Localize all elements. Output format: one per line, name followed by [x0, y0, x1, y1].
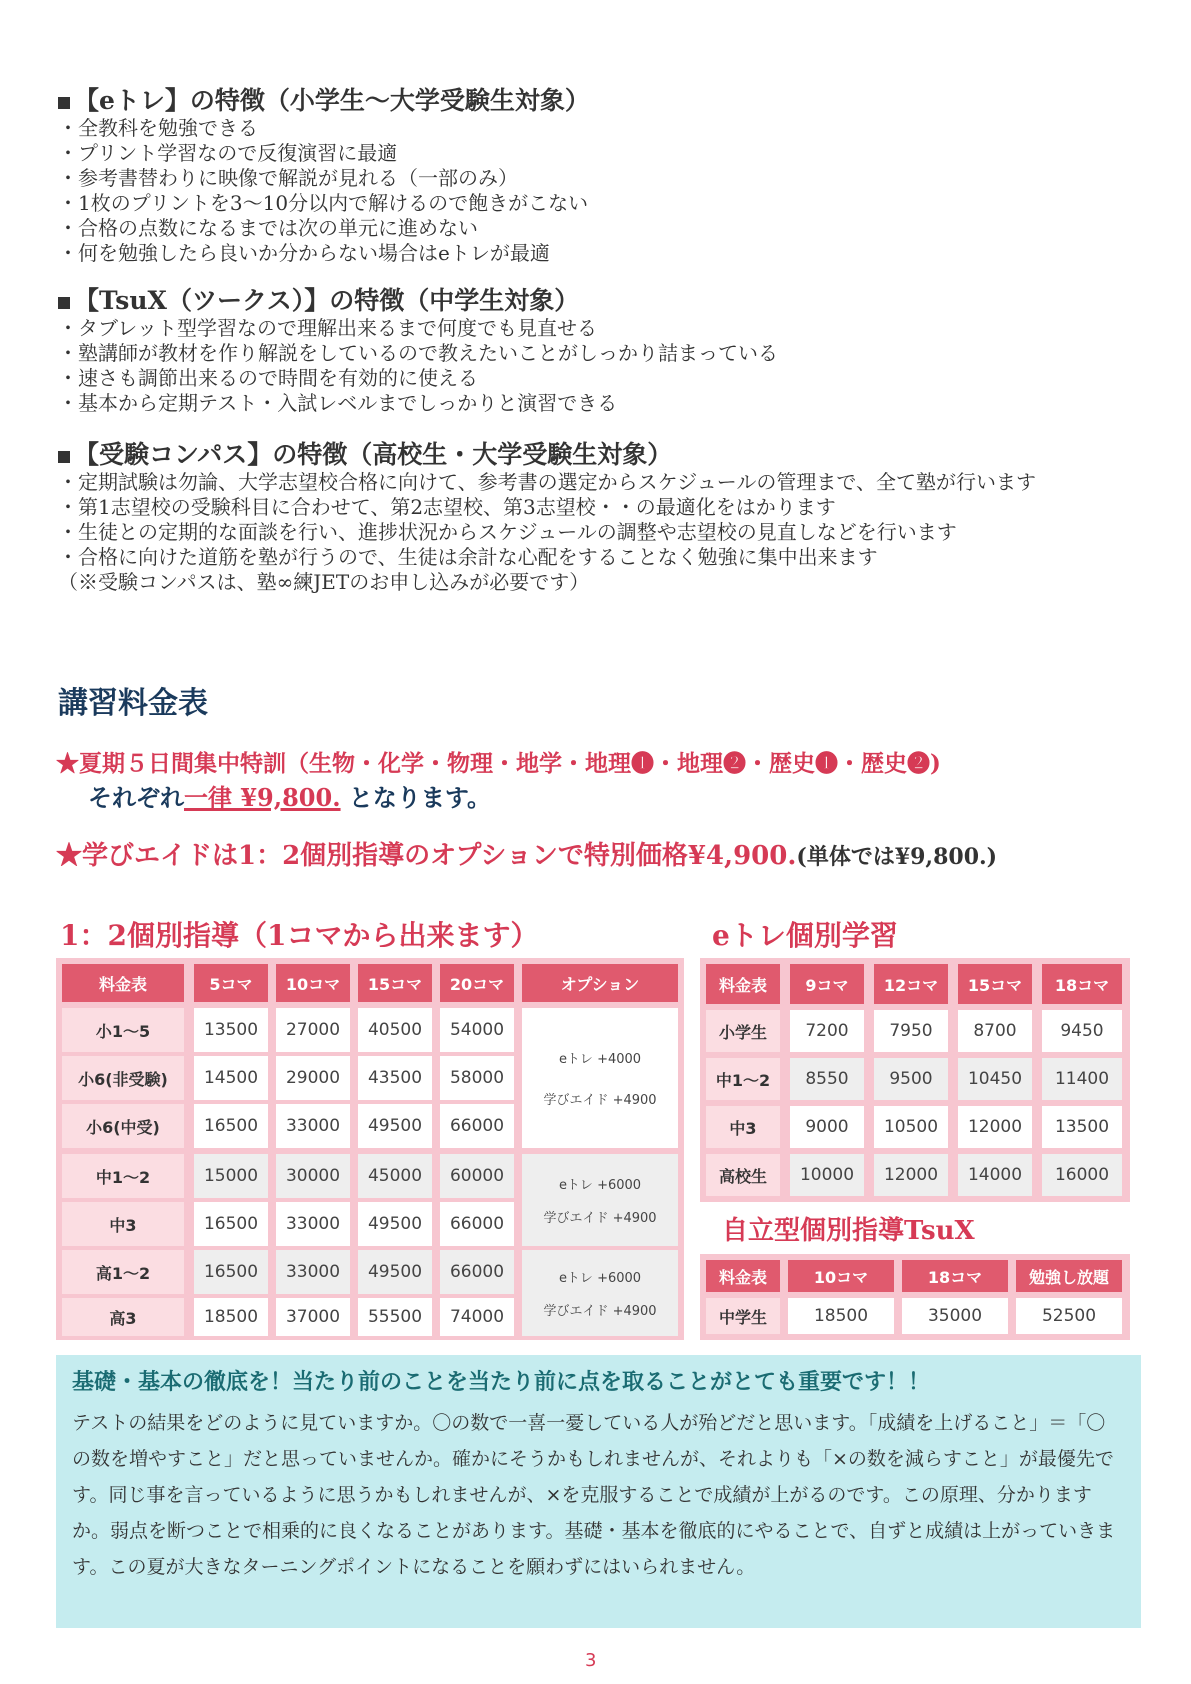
option-cell: eトレ +4000 学びエイド +4900: [522, 1008, 678, 1148]
feature-item: ・速さも調節出来るので時間を有効的に使える: [58, 366, 478, 390]
price-cell: 10500: [874, 1106, 948, 1148]
table-header: 料金表: [62, 964, 184, 1002]
square-bullet-icon: [58, 297, 70, 309]
table-header: 10コマ: [276, 964, 350, 1002]
price-cell: 54000: [440, 1008, 514, 1052]
summer-price-line: それぞれ一律 ¥9,800. となります。: [88, 783, 491, 812]
feature-item: ・タブレット型学習なので理解出来るまで何度でも見直せる: [58, 316, 597, 340]
table-header: 10コマ: [788, 1260, 894, 1292]
price-cell: 10000: [790, 1154, 864, 1196]
price-cell: 12000: [874, 1154, 948, 1196]
feature-item: ・合格の点数になるまでは次の単元に進めない: [58, 216, 478, 240]
square-bullet-icon: [58, 97, 70, 109]
page-number: 3: [585, 1650, 597, 1671]
feature-item: ・生徒との定期的な面談を行い、進捗状況からスケジュールの調整や志望校の見直しなどを行います: [58, 520, 957, 544]
row-label: 小学生: [706, 1010, 780, 1052]
price-cell: 27000: [276, 1008, 350, 1052]
price-cell: 8700: [958, 1010, 1032, 1052]
table2: [700, 958, 1130, 1202]
price-cell: 40500: [358, 1008, 432, 1052]
table-header: 5コマ: [194, 964, 268, 1002]
price-cell: 66000: [440, 1202, 514, 1246]
row-label: 小1〜5: [62, 1008, 184, 1052]
price-cell: 7950: [874, 1010, 948, 1052]
table-header: 料金表: [706, 1260, 780, 1292]
table-header: 9コマ: [790, 964, 864, 1004]
price-cell: 16000: [1042, 1154, 1122, 1196]
price-cell: 55500: [358, 1298, 432, 1336]
price-cell: 33000: [276, 1250, 350, 1294]
table1-title: 1：2個別指導（1コマから出来ます）: [60, 919, 539, 952]
row-label: 高3: [62, 1298, 184, 1336]
price-cell: 66000: [440, 1104, 514, 1148]
price-cell: 13500: [194, 1008, 268, 1052]
price-cell: 14500: [194, 1056, 268, 1100]
table-header: 18コマ: [1042, 964, 1122, 1004]
price-cell: 8550: [790, 1058, 864, 1100]
price-cell: 13500: [1042, 1106, 1122, 1148]
price-cell: 14000: [958, 1154, 1032, 1196]
table-header: 勉強し放題: [1016, 1260, 1122, 1292]
notice-body: テストの結果をどのように見ていますか。〇の数で一喜一憂している人が殆どだと思います。「成績を上げること」＝「〇の数を増やすこと」だと思っていませんか。確かにそうかもしれませんが、それよりも「×の数を減らすこと」が最優先です。同じ事を言っているように思うかもしれませんが、×を克服することで成績が上がるのです。この原理、分かりますか。弱点を断つことで相乗的に良くなることがあります。基礎・基本を徹底的にやることで、自ずと成績は上がっていきます。この夏が大きなターニングポイントになることを願わずにはいられません。: [72, 1412, 1116, 1578]
price-cell: 33000: [276, 1202, 350, 1246]
price-cell: 33000: [276, 1104, 350, 1148]
price-cell: 16500: [194, 1202, 268, 1246]
feature-item: ・合格に向けた道筋を塾が行うので、生徒は余計な心配をすることなく勉強に集中出来ます: [58, 545, 878, 569]
price-cell: 29000: [276, 1056, 350, 1100]
square-bullet-icon: [58, 451, 70, 463]
option-cell: eトレ +6000 学びエイド +4900: [522, 1250, 678, 1336]
tsux-features: [58, 286, 1138, 416]
table-header: 20コマ: [440, 964, 514, 1002]
feature-item: ・基本から定期テスト・入試レベルまでしっかりと演習できる: [58, 391, 618, 415]
price-cell: 9450: [1042, 1010, 1122, 1052]
price-cell: 49500: [358, 1202, 432, 1246]
section-heading: 【受験コンパス】の特徴（高校生・大学受験生対象）: [58, 440, 1138, 470]
feature-item: ・1枚のプリントを3〜10分以内で解けるので飽きがこない: [58, 191, 589, 215]
summer-line: ★夏期５日間集中特訓（生物・化学・物理・地学・地理❶・地理❷・歴史❶・歴史❷): [56, 750, 941, 777]
price-cell: 58000: [440, 1056, 514, 1100]
feature-item: ・塾講師が教材を作り解説をしているので教えたいことがしっかり詰まっている: [58, 341, 778, 365]
table2-title: eトレ個別学習: [712, 919, 898, 952]
feature-item: （※受験コンパスは、塾∞練JETのお申し込みが必要です）: [58, 570, 590, 594]
price-cell: 66000: [440, 1250, 514, 1294]
price-cell: 74000: [440, 1298, 514, 1336]
price-cell: 37000: [276, 1298, 350, 1336]
row-label: 中1〜2: [62, 1154, 184, 1198]
table-header: 15コマ: [358, 964, 432, 1002]
feature-item: ・何を勉強したら良いか分からない場合はeトレが最適: [58, 241, 550, 265]
etore-features: [58, 86, 1138, 266]
price-cell: 30000: [276, 1154, 350, 1198]
price-cell: 18500: [194, 1298, 268, 1336]
feature-item: ・定期試験は勿論、大学志望校合格に向けて、参考書の選定からスケジュールの管理まで、全て塾が行います: [58, 470, 1036, 494]
row-label: 中3: [62, 1202, 184, 1246]
price-cell: 18500: [788, 1298, 894, 1334]
price-cell: 9500: [874, 1058, 948, 1100]
table-header: 18コマ: [902, 1260, 1008, 1292]
feature-item: ・プリント学習なので反復演習に最適: [58, 141, 398, 165]
row-label: 高1〜2: [62, 1250, 184, 1294]
table1: [56, 958, 684, 1340]
price-cell: 16500: [194, 1250, 268, 1294]
price-cell: 15000: [194, 1154, 268, 1198]
price-cell: 16500: [194, 1104, 268, 1148]
manabi-line: ★学びエイドは1：2個別指導のオプションで特別価格¥4,900.(単体では¥9,800.): [56, 841, 998, 871]
row-label: 小6(非受験): [62, 1056, 184, 1100]
price-cell: 49500: [358, 1104, 432, 1148]
notice-box: [56, 1355, 1141, 1628]
row-label: 中学生: [706, 1298, 780, 1334]
table-header: 料金表: [706, 964, 780, 1004]
table3-title: 自立型個別指導TsuX: [722, 1216, 975, 1246]
price-cell: 7200: [790, 1010, 864, 1052]
section-heading: 【TsuX（ツークス）】の特徴（中学生対象）: [58, 286, 1138, 316]
feature-item: ・第1志望校の受験科目に合わせて、第2志望校、第3志望校・・の最適化をはかります: [58, 495, 836, 519]
feature-item: ・参考書替わりに映像で解説が見れる（一部のみ）: [58, 166, 518, 190]
price-cell: 9000: [790, 1106, 864, 1148]
price-cell: 60000: [440, 1154, 514, 1198]
table-header: 12コマ: [874, 964, 948, 1004]
price-title: 講習料金表: [58, 686, 208, 721]
section-heading: 【eトレ】の特徴（小学生〜大学受験生対象）: [58, 86, 1138, 116]
feature-item: ・全教科を勉強できる: [58, 116, 258, 140]
price-cell: 11400: [1042, 1058, 1122, 1100]
row-label: 小6(中受): [62, 1104, 184, 1148]
price-cell: 12000: [958, 1106, 1032, 1148]
table-header: オプション: [522, 964, 678, 1002]
price-cell: 45000: [358, 1154, 432, 1198]
price-cell: 49500: [358, 1250, 432, 1294]
price-cell: 35000: [902, 1298, 1008, 1334]
notice-title: 基礎・基本の徹底を！当たり前のことを当たり前に点を取ることがとても重要です！！: [72, 1370, 931, 1395]
option-cell: eトレ +6000 学びエイド +4900: [522, 1154, 678, 1246]
price-cell: 43500: [358, 1056, 432, 1100]
compass-features: [58, 440, 1138, 595]
row-label: 中3: [706, 1106, 780, 1148]
row-label: 高校生: [706, 1154, 780, 1196]
row-label: 中1〜2: [706, 1058, 780, 1100]
table-header: 15コマ: [958, 964, 1032, 1004]
table3: [700, 1254, 1130, 1340]
price-cell: 52500: [1016, 1298, 1122, 1334]
price-cell: 10450: [958, 1058, 1032, 1100]
summer-price: 一律 ¥9,800.: [184, 783, 341, 812]
